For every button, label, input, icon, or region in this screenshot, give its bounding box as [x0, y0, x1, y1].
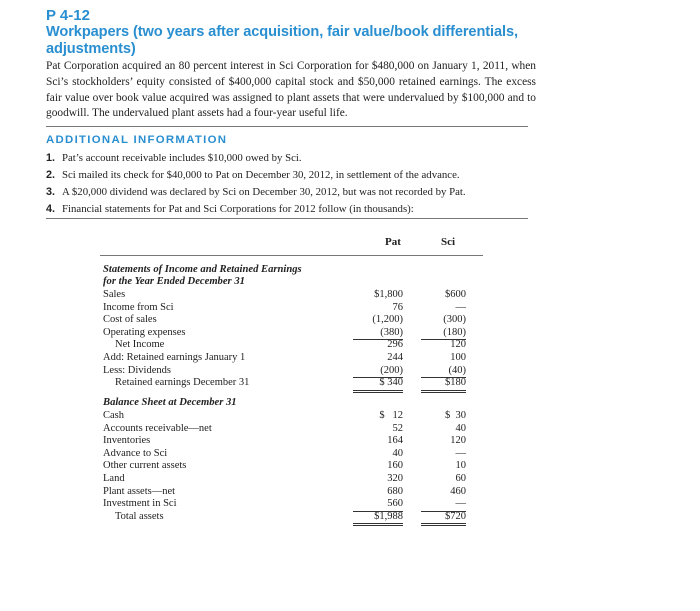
- table-row: Total assets $1,988 $720: [103, 511, 483, 524]
- table-row: Plant assets—net 680 460: [103, 485, 466, 497]
- table-row: Accounts receivable—net 52 40: [103, 422, 466, 434]
- table-row: Retained earnings December 31 $ 340 $180: [103, 377, 483, 390]
- table-header-rule: [100, 255, 483, 256]
- problem-number: P 4-12: [46, 7, 90, 24]
- table-row: Investment in Sci 560 —: [103, 498, 483, 511]
- table-row: Sales $1,800 $600: [103, 289, 466, 300]
- table-row: Cash $ 12 $ 30: [103, 410, 466, 421]
- table-row: Less: Dividends (200) (40): [103, 365, 483, 378]
- problem-title: Workpapers (two years after acquisition, fair value/book differentials, adjustments): [46, 24, 518, 57]
- info-item: 1. Pat’s account receivable includes $10,000 owed by Sci.: [46, 152, 302, 164]
- table-row: Add: Retained earnings January 1 244 100: [103, 352, 466, 363]
- divider: [46, 126, 528, 127]
- info-item: 3. A $20,000 dividend was declared by Sci on December 30, 2012, but was not recorded by Pat.: [46, 186, 466, 198]
- column-header-pat: Pat: [385, 236, 401, 248]
- table-row: Income from Sci 76 —: [103, 301, 466, 313]
- intro-paragraph: Pat Corporation acquired an 80 percent interest in Sci Corporation for $480,000 on January 1, 2011, when Sci’s stockholders’ equity consisted of $400,000 capital stock and $50,000 retained earnings. The excess fair value over book value acquired was assigned to plant assets that were undervalued by $100,000 and to goodwill. The undervalued plant assets had a four-year useful life.: [46, 60, 536, 120]
- column-header-sci: Sci: [440, 236, 456, 248]
- divider: [46, 218, 528, 219]
- table-row: Land 320 60: [103, 473, 466, 484]
- table-row: Other current assets 160 10: [103, 460, 466, 472]
- table-row: Operating expenses (380) (180): [103, 327, 483, 340]
- balance-sheet-title: Balance Sheet at December 31: [103, 397, 237, 408]
- table-row: Net Income 296 120: [115, 339, 466, 351]
- info-item: 4. Financial statements for Pat and Sci Corporations for 2012 follow (in thousands):: [46, 203, 414, 215]
- additional-info-heading: ADDITIONAL INFORMATION: [46, 134, 228, 146]
- table-row: Cost of sales (1,200) (300): [103, 314, 466, 326]
- table-row: Advance to Sci 40 —: [103, 447, 466, 459]
- table-row: Inventories 164 120: [103, 435, 466, 447]
- income-statement-title: Statements of Income and Retained Earnings for the Year Ended December 31: [103, 264, 302, 287]
- info-item: 2. Sci mailed its check for $40,000 to Pat on December 30, 2012, in settlement of the advance.: [46, 169, 460, 181]
